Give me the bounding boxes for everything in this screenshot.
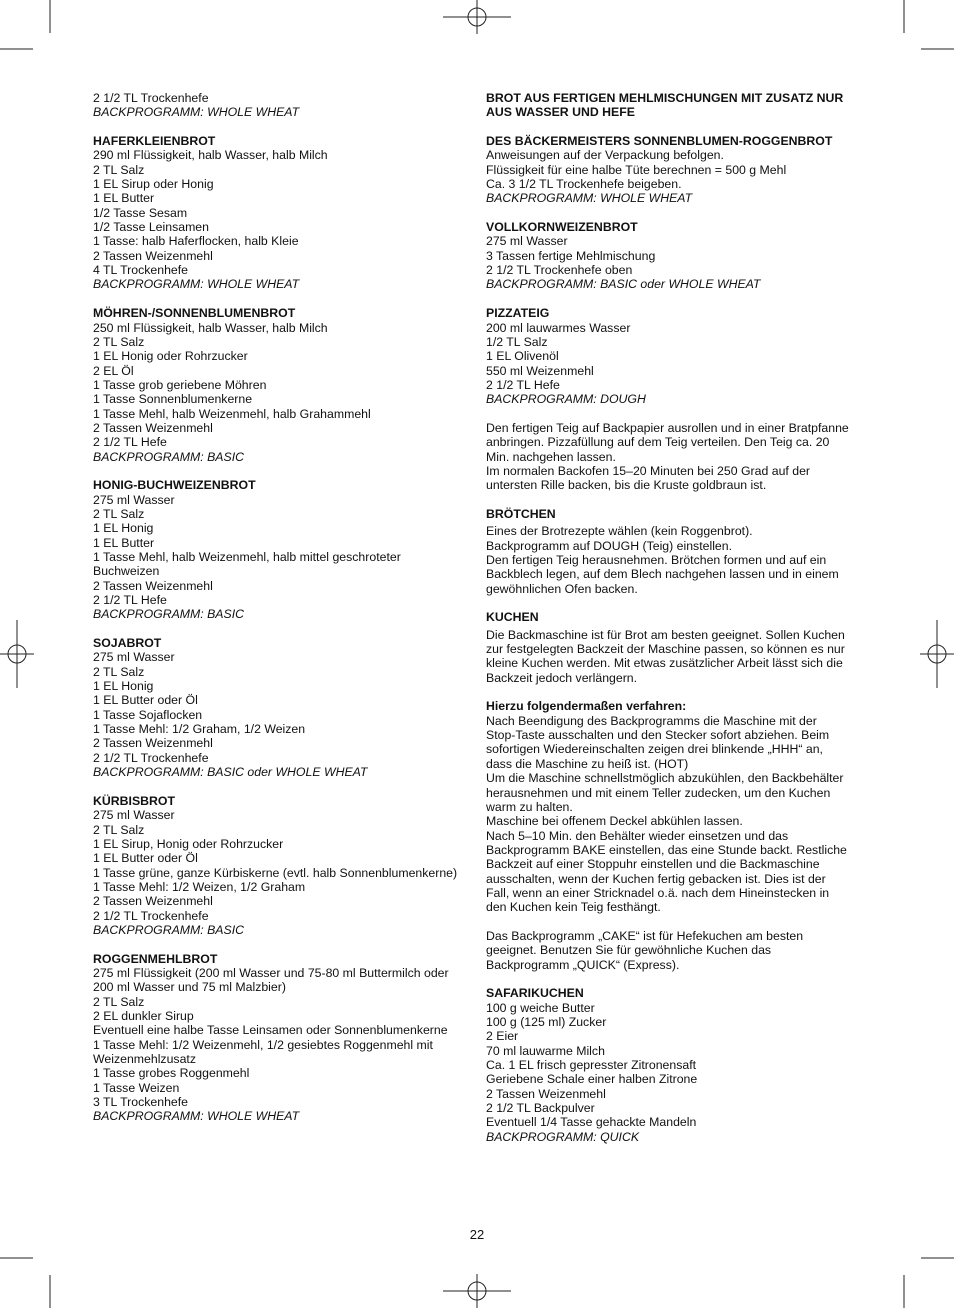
text-line: 1 Tasse Weizen bbox=[93, 1080, 180, 1095]
text-line: Nach Beendigung des Backprogramms die Maschine mit der bbox=[486, 713, 817, 728]
text-line: Eines der Brotrezepte wählen (kein Roggenbrot). bbox=[486, 524, 753, 539]
text-line: 4 TL Trockenhefe bbox=[93, 263, 189, 278]
right-column-block bbox=[486, 91, 868, 120]
text-line: 1 Tasse Sojaflocken bbox=[93, 707, 203, 722]
text-line: 2 1/2 TL Hefe bbox=[93, 435, 167, 450]
backprogramm-line: BACKPROGRAMM: WHOLE WHEAT bbox=[93, 1109, 300, 1124]
text-line: 100 g weiche Butter bbox=[486, 1000, 595, 1015]
text-line: 1 EL Olivenöl bbox=[486, 349, 559, 364]
text-line: 1/2 Tasse Sesam bbox=[93, 205, 188, 220]
text-line: 2 1/2 TL Hefe bbox=[486, 377, 560, 392]
text-line: Ca. 1 EL frisch gepresster Zitronensaft bbox=[486, 1058, 697, 1073]
text-line: warm zu halten. bbox=[486, 799, 573, 814]
text-line: 250 ml Flüssigkeit, halb Wasser, halb Milch bbox=[93, 320, 328, 335]
left-column bbox=[93, 91, 473, 1138]
left-column-block bbox=[93, 952, 473, 1124]
text-line: zur festgelegten Backzeit der Maschine passen, so können es nur bbox=[486, 642, 845, 657]
text-line: Backprogramm „QUICK“ (Express). bbox=[486, 957, 680, 972]
text-line: Eventuell eine halbe Tasse Leinsamen oder Sonnenblumenkerne bbox=[93, 1023, 448, 1038]
text-line: Nach 5–10 Min. den Behälter wieder einsetzen und das bbox=[486, 828, 789, 843]
text-line: 1 Tasse grobes Roggenmehl bbox=[93, 1066, 250, 1081]
text-line: dass die Maschine zu heiß ist. (HOT) bbox=[486, 756, 689, 771]
text-line: Weizenmehlzusatz bbox=[93, 1052, 196, 1067]
section-heading: HONIG-BUCHWEIZENBROT bbox=[93, 478, 256, 493]
right-column-block bbox=[486, 507, 868, 596]
backprogramm-line: BACKPROGRAMM: BASIC bbox=[93, 607, 245, 622]
text-line: 200 ml Wasser und 75 ml Malzbier) bbox=[93, 980, 286, 995]
right-column-block bbox=[486, 134, 868, 206]
text-line: 2 TL Salz bbox=[93, 822, 145, 837]
backprogramm-line: BACKPROGRAMM: BASIC bbox=[93, 922, 245, 937]
text-line: 1 Tasse Sonnenblumenkerne bbox=[93, 392, 253, 407]
text-line: 2 TL Salz bbox=[93, 162, 145, 177]
text-line: 2 Tassen Weizenmehl bbox=[93, 736, 213, 751]
registration-mark-bottom bbox=[443, 1274, 511, 1308]
text-line: 2 1/2 TL Trockenhefe bbox=[93, 750, 209, 765]
text-line: 100 g (125 ml) Zucker bbox=[486, 1015, 607, 1029]
text-line: 290 ml Flüssigkeit, halb Wasser, halb Milch bbox=[93, 148, 328, 163]
section-heading: Hierzu folgendermaßen verfahren: bbox=[486, 699, 687, 714]
text-line: 1/2 TL Salz bbox=[486, 334, 548, 349]
text-line: 1 EL Honig bbox=[93, 521, 154, 536]
left-column-block bbox=[93, 134, 473, 292]
text-line: 275 ml Wasser bbox=[486, 234, 568, 249]
text-line: Backprogramm auf DOUGH (Teig) einstellen. bbox=[486, 538, 733, 553]
text-line: 2 Tassen Weizenmehl bbox=[93, 420, 213, 435]
section-heading: ROGGENMEHLBROT bbox=[93, 951, 218, 966]
text-line: kleine Kuchen werden. Mit etwas zusätzlicher Arbeit lässt sich die bbox=[486, 656, 843, 671]
registration-mark-left bbox=[0, 620, 34, 688]
text-line: Die Backmaschine ist für Brot am besten geeignet. Sollen Kuchen bbox=[486, 627, 845, 642]
text-line: Backprogramm BAKE einstellen, das eine Stunde backt. Restliche bbox=[486, 842, 847, 857]
section-heading: SAFARIKUCHEN bbox=[486, 986, 584, 1001]
right-column-block bbox=[486, 220, 868, 292]
text-line: 2 TL Salz bbox=[93, 994, 145, 1009]
text-line: Geriebene Schale einer halben Zitrone bbox=[486, 1072, 698, 1087]
text-line: Fall, wenn an einer Stricknadel o.ä. nach dem Hineinstecken in bbox=[486, 885, 830, 900]
text-line: 2 Tassen Weizenmehl bbox=[93, 248, 213, 263]
text-line: 1 Tasse: halb Haferflocken, halb Kleie bbox=[93, 234, 299, 249]
text-line: 3 Tassen fertige Mehlmischung bbox=[486, 248, 656, 263]
text-line: Backzeit jedoch verlängern. bbox=[486, 670, 638, 685]
page-number: 22 bbox=[469, 1227, 485, 1242]
text-line: 1 EL Honig bbox=[93, 679, 154, 694]
text-line: 2 1/2 TL Trockenhefe bbox=[93, 91, 209, 105]
right-column-block bbox=[486, 306, 868, 406]
text-line: 70 ml lauwarme Milch bbox=[486, 1043, 605, 1058]
text-line: sofortigen Wiedereinschalten zeigen drei blinkende „HHH“ an, bbox=[486, 742, 823, 757]
left-column-block bbox=[93, 306, 473, 464]
text-line: Den fertigen Teig herausnehmen. Brötchen formen und auf ein bbox=[486, 553, 827, 567]
text-line: 1 Tasse grüne, ganze Kürbiskerne (evtl. halb Sonnenblumenkerne) bbox=[93, 865, 458, 880]
right-column-block bbox=[486, 986, 868, 1144]
right-column-block bbox=[486, 929, 868, 972]
text-line: 1 EL Butter bbox=[93, 191, 155, 206]
text-line: 2 EL Öl bbox=[93, 363, 134, 378]
text-line: Flüssigkeit für eine halbe Tüte berechnen = 500 g Mehl bbox=[486, 162, 787, 177]
text-line: 1 Tasse Mehl: 1/2 Graham, 1/2 Weizen bbox=[93, 722, 306, 737]
text-line: 2 Tassen Weizenmehl bbox=[93, 894, 213, 909]
backprogramm-line: BACKPROGRAMM: WHOLE WHEAT bbox=[486, 191, 693, 206]
text-line: 2 TL Salz bbox=[93, 664, 145, 679]
text-line: Buchweizen bbox=[93, 564, 160, 579]
backprogramm-line: BACKPROGRAMM: DOUGH bbox=[486, 392, 646, 407]
section-heading: PIZZATEIG bbox=[486, 306, 550, 321]
left-column-block bbox=[93, 794, 473, 937]
right-column-block bbox=[486, 610, 868, 685]
backprogramm-line: BACKPROGRAMM: QUICK bbox=[486, 1129, 640, 1144]
backprogramm-line: BACKPROGRAMM: BASIC oder WHOLE WHEAT bbox=[93, 765, 368, 780]
text-line: Backblech legen, auf dem Blech nachgehen lassen und in einem bbox=[486, 567, 839, 582]
text-line: 275 ml Wasser bbox=[93, 492, 175, 507]
section-heading: MÖHREN-/SONNENBLUMENBROT bbox=[93, 306, 296, 321]
text-line: Stop-Taste ausschalten und den Stecker sofort abziehen. Beim bbox=[486, 728, 830, 743]
text-line: Backzeit auf einer Stoppuhr einstellen und die Backmaschine bbox=[486, 857, 820, 872]
text-line: Min. nachgehen lassen. bbox=[486, 449, 616, 464]
text-line: 2 1/2 TL Hefe bbox=[93, 593, 167, 608]
text-line: Den fertigen Teig auf Backpapier ausrollen und in einer Bratpfanne bbox=[486, 420, 849, 435]
text-line: Ca. 3 1/2 TL Trockenhefe beigeben. bbox=[486, 177, 682, 192]
registration-mark-top bbox=[443, 0, 511, 34]
right-column-block bbox=[486, 699, 868, 914]
text-line: 2 Tassen Weizenmehl bbox=[486, 1086, 606, 1101]
text-line: anbringen. Pizzafüllung auf dem Teig verteilen. Den Teig ca. 20 bbox=[486, 435, 830, 450]
text-line: 1 EL Butter bbox=[93, 535, 155, 550]
text-line: Um die Maschine schnellstmöglich abzukühlen, den Backbehälter bbox=[486, 771, 844, 786]
left-column-block bbox=[93, 636, 473, 779]
backprogramm-line: BACKPROGRAMM: WHOLE WHEAT bbox=[93, 105, 300, 120]
text-line: 1 Tasse Mehl: 1/2 Weizenmehl, 1/2 gesiebtes Roggenmehl mit bbox=[93, 1037, 433, 1052]
text-line: 275 ml Wasser bbox=[93, 808, 175, 823]
text-line: 1 Tasse Mehl, halb Weizenmehl, halb mittel geschroteter bbox=[93, 550, 401, 564]
left-column-block bbox=[93, 478, 473, 621]
section-heading: KUCHEN bbox=[486, 610, 539, 625]
left-column-block bbox=[93, 91, 473, 120]
right-column bbox=[486, 91, 868, 1158]
text-line: herausnehmen und mit einem Teller zudecken, um den Kuchen bbox=[486, 785, 831, 800]
text-line: 2 1/2 TL Trockenhefe bbox=[93, 908, 209, 923]
section-heading: DES BÄCKERMEISTERS SONNENBLUMEN-ROGGENBROT bbox=[486, 134, 833, 149]
text-line: 2 Eier bbox=[486, 1029, 519, 1044]
text-line: 1 Tasse grob geriebene Möhren bbox=[93, 377, 267, 392]
backprogramm-line: BACKPROGRAMM: WHOLE WHEAT bbox=[93, 277, 300, 292]
text-line: 2 1/2 TL Trockenhefe oben bbox=[486, 263, 633, 278]
text-line: 2 1/2 TL Backpulver bbox=[486, 1101, 595, 1116]
section-heading: SOJABROT bbox=[93, 636, 162, 651]
text-line: Das Backprogramm „CAKE“ ist für Hefekuchen am besten bbox=[486, 928, 804, 943]
text-line: Eventuell 1/4 Tasse gehackte Mandeln bbox=[486, 1115, 697, 1130]
text-line: Anweisungen auf der Verpackung befolgen. bbox=[486, 148, 724, 163]
text-line: 1 EL Butter oder Öl bbox=[93, 693, 198, 708]
section-heading: AUS WASSER UND HEFE bbox=[486, 105, 635, 120]
text-line: Im normalen Backofen 15–20 Minuten bei 250 Grad auf der bbox=[486, 463, 811, 478]
right-column-block bbox=[486, 421, 868, 493]
text-line: 550 ml Weizenmehl bbox=[486, 363, 594, 378]
text-line: 1 Tasse Mehl, halb Weizenmehl, halb Grahammehl bbox=[93, 406, 371, 421]
text-line: 1 EL Sirup, Honig oder Rohrzucker bbox=[93, 836, 284, 851]
text-line: 1 Tasse Mehl: 1/2 Weizen, 1/2 Graham bbox=[93, 879, 306, 894]
text-line: 2 EL dunkler Sirup bbox=[93, 1009, 194, 1023]
section-heading: BROT AUS FERTIGEN MEHLMISCHUNGEN MIT ZUSATZ NUR bbox=[486, 91, 844, 105]
text-line: 2 Tassen Weizenmehl bbox=[93, 578, 213, 593]
text-line: 275 ml Wasser bbox=[93, 650, 175, 665]
section-heading: VOLLKORNWEIZENBROT bbox=[486, 220, 638, 235]
text-line: ausschalten, wenn der Kuchen fertig gebacken ist. Dies ist der bbox=[486, 871, 826, 886]
text-line: 2 TL Salz bbox=[93, 334, 145, 349]
section-heading: BRÖTCHEN bbox=[486, 506, 556, 521]
text-line: 2 TL Salz bbox=[93, 506, 145, 521]
text-line: den Kuchen kein Teig festhängt. bbox=[486, 900, 661, 915]
text-line: untersten Rille backen, bis die Kruste goldbraun ist. bbox=[486, 478, 767, 493]
text-line: 1 EL Honig oder Rohrzucker bbox=[93, 349, 248, 364]
text-line: 275 ml Flüssigkeit (200 ml Wasser und 75-80 ml Buttermilch oder bbox=[93, 965, 449, 980]
text-line: geeignet. Benutzen Sie für gewöhnliche Kuchen das bbox=[486, 943, 772, 958]
text-line: 1 EL Sirup oder Honig bbox=[93, 177, 214, 192]
backprogramm-line: BACKPROGRAMM: BASIC bbox=[93, 449, 245, 464]
text-line: 1/2 Tasse Leinsamen bbox=[93, 220, 209, 235]
text-line: Maschine bei offenem Deckel abkühlen lassen. bbox=[486, 814, 743, 829]
backprogramm-line: BACKPROGRAMM: BASIC oder WHOLE WHEAT bbox=[486, 277, 761, 292]
registration-mark-right bbox=[920, 620, 954, 688]
section-heading: HAFERKLEIENBROT bbox=[93, 134, 216, 149]
text-line: 1 EL Butter oder Öl bbox=[93, 851, 198, 866]
section-heading: KÜRBISBROT bbox=[93, 793, 175, 808]
text-line: 3 TL Trockenhefe bbox=[93, 1095, 189, 1110]
text-line: 200 ml lauwarmes Wasser bbox=[486, 320, 631, 335]
text-line: gewöhnlichen Ofen backen. bbox=[486, 581, 638, 596]
